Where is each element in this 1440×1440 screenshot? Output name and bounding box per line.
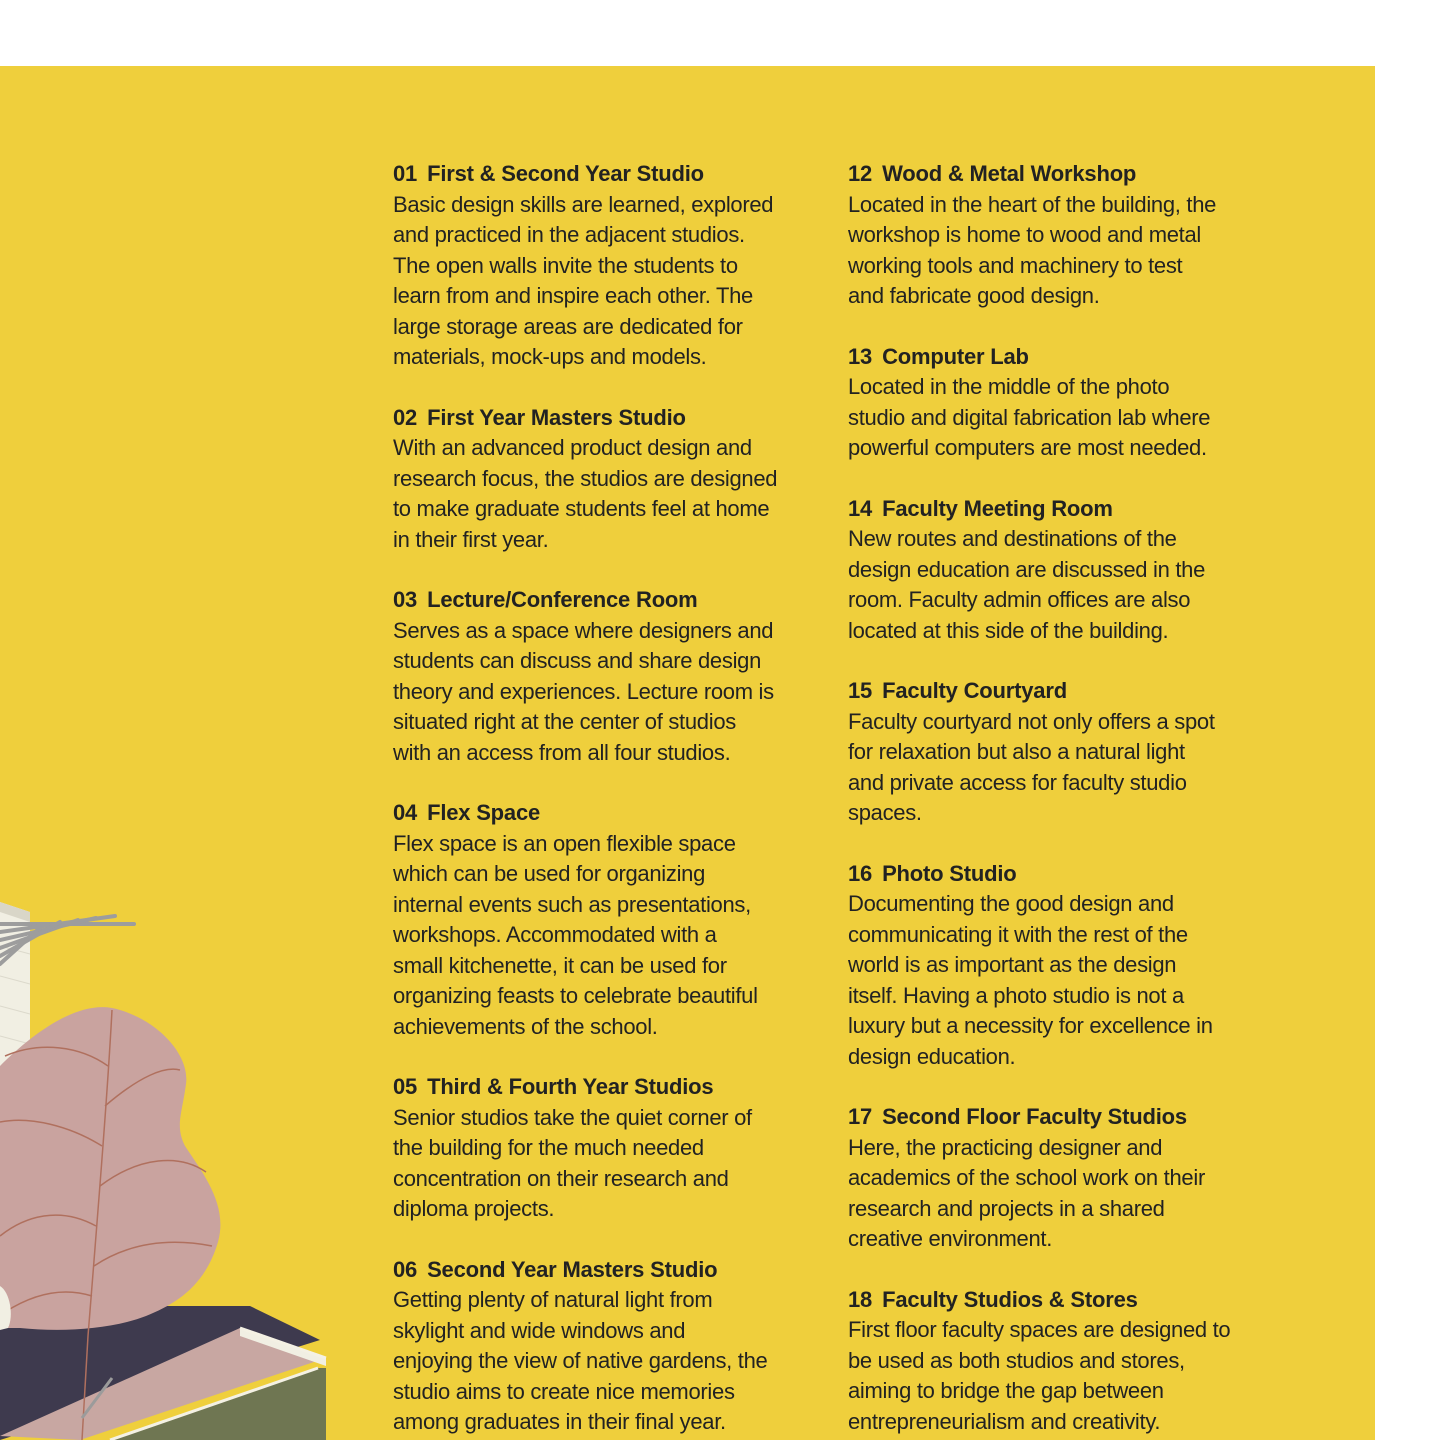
description-line: creative environment. [848, 1226, 1053, 1251]
description-line: and private access for faculty studio [848, 769, 1187, 795]
room-description [393, 1103, 833, 1225]
room-description [393, 433, 833, 555]
room-entry [393, 585, 833, 768]
room-entry [848, 859, 1288, 1073]
description-line: Faculty courtyard not only offers a spot [848, 708, 1215, 734]
room-number: 18 [848, 1286, 873, 1312]
description-line: First floor faculty spaces are designed to [848, 1317, 1231, 1342]
room-entry [848, 1102, 1288, 1255]
room-title: Faculty Meeting Room [882, 495, 1113, 521]
description-line: Located in the heart of the building, the [848, 191, 1217, 217]
room-entry [393, 159, 833, 373]
description-line: studio aims to create nice memories [393, 1378, 735, 1404]
room-number: 12 [848, 161, 873, 186]
room-description [848, 190, 1288, 312]
description-line: the building for the much needed [393, 1135, 704, 1160]
description-line: Senior studios take the quiet corner of [393, 1104, 752, 1130]
description-line: research focus, the studios are designed [393, 465, 778, 491]
room-heading [393, 1072, 833, 1103]
description-line: research and projects in a shared [848, 1195, 1165, 1221]
room-number: 01 [393, 161, 418, 186]
description-line: luxury but a necessity for excellence in [848, 1013, 1213, 1038]
room-title: Third & Fourth Year Studios [427, 1074, 714, 1099]
description-line: workshop is home to wood and metal [848, 222, 1201, 247]
room-heading [848, 1285, 1288, 1316]
room-title: Faculty Courtyard [882, 678, 1067, 703]
room-entry [393, 1255, 833, 1438]
room-number: 04 [393, 800, 418, 825]
room-entry [848, 159, 1288, 312]
description-line: Documenting the good design and [848, 891, 1174, 916]
room-number: 06 [393, 1256, 418, 1282]
description-line: world is as important as the design [848, 952, 1177, 977]
room-entry [848, 1285, 1288, 1438]
room-entry [848, 342, 1288, 464]
room-title: Wood & Metal Workshop [882, 161, 1137, 186]
room-title: Lecture/Conference Room [427, 587, 698, 612]
description-line: skylight and wide windows and [393, 1317, 686, 1343]
description-line: with an access from all four studios. [393, 739, 731, 765]
description-line: enjoying the view of native gardens, the [393, 1348, 768, 1373]
description-line: communicating it with the rest of the [848, 921, 1188, 947]
room-description [393, 190, 833, 373]
description-line: among graduates in their final year. [393, 1409, 726, 1434]
description-line: organizing feasts to celebrate beautiful [393, 983, 758, 1008]
room-number: 02 [393, 404, 418, 430]
room-heading [848, 859, 1288, 890]
description-line: Basic design skills are learned, explored [393, 191, 774, 217]
description-line: working tools and machinery to test [848, 252, 1183, 278]
description-line: and fabricate good design. [848, 283, 1100, 308]
room-heading [848, 342, 1288, 373]
description-line: Here, the practicing designer and [848, 1134, 1163, 1160]
description-line: learn from and inspire each other. The [393, 283, 753, 308]
room-number: 16 [848, 860, 873, 886]
description-line: in their first year. [393, 526, 549, 552]
room-heading [393, 403, 833, 434]
room-description [848, 889, 1288, 1072]
description-line: be used as both studios and stores, [848, 1347, 1185, 1373]
room-heading [848, 494, 1288, 525]
room-heading [848, 159, 1288, 190]
left-column [393, 159, 833, 1440]
room-number: 05 [393, 1074, 418, 1099]
room-title: First Year Masters Studio [427, 404, 686, 430]
room-description [848, 707, 1288, 829]
room-description [393, 1285, 833, 1438]
description-line: diploma projects. [393, 1196, 555, 1221]
description-line: Serves as a space where designers and [393, 617, 774, 643]
description-line: The open walls invite the students to [393, 252, 738, 278]
room-heading [393, 159, 833, 190]
description-line: internal events such as presentations, [393, 891, 751, 917]
description-line: which can be used for organizing [393, 861, 706, 886]
room-heading [848, 1102, 1288, 1133]
description-line: concentration on their research and [393, 1165, 729, 1191]
description-line: students can discuss and share design [393, 648, 762, 673]
description-line: spaces. [848, 800, 922, 825]
description-line: Located in the middle of the photo [848, 374, 1170, 399]
room-title: Flex Space [427, 800, 541, 825]
room-title: Computer Lab [882, 343, 1029, 369]
room-title: Photo Studio [882, 860, 1017, 886]
room-description [848, 372, 1288, 464]
description-line: located at this side of the building. [848, 617, 1169, 643]
room-number: 17 [848, 1104, 873, 1129]
room-number: 14 [848, 495, 873, 521]
description-line: New routes and destinations of the [848, 526, 1177, 551]
room-heading [848, 676, 1288, 707]
room-description [848, 1315, 1288, 1437]
description-line: and practiced in the adjacent studios. [393, 222, 745, 247]
description-line: academics of the school work on their [848, 1165, 1205, 1190]
room-description [848, 524, 1288, 646]
room-entry [848, 676, 1288, 829]
description-line: With an advanced product design and [393, 435, 752, 460]
description-line: Getting plenty of natural light from [393, 1287, 713, 1312]
room-heading [393, 585, 833, 616]
description-line: entrepreneurialism and creativity. [848, 1408, 1161, 1434]
description-line: materials, mock-ups and models. [393, 344, 707, 369]
description-line: for relaxation but also a natural light [848, 739, 1185, 764]
room-title: Second Year Masters Studio [427, 1256, 718, 1282]
room-entry [848, 494, 1288, 647]
description-line: powerful computers are most needed. [848, 435, 1207, 460]
room-description [393, 829, 833, 1043]
description-line: design education. [848, 1043, 1016, 1069]
description-line: Flex space is an open flexible space [393, 830, 736, 856]
room-number: 03 [393, 587, 418, 612]
description-line: achievements of the school. [393, 1013, 658, 1039]
room-heading [393, 1255, 833, 1286]
description-line: room. Faculty admin offices are also [848, 587, 1191, 612]
description-line: small kitchenette, it can be used for [393, 952, 727, 978]
room-entry [393, 798, 833, 1042]
description-line: large storage areas are dedicated for [393, 313, 743, 339]
description-line: theory and experiences. Lecture room is [393, 678, 774, 704]
description-line: design education are discussed in the [848, 556, 1206, 582]
room-heading [393, 798, 833, 829]
room-description [848, 1133, 1288, 1255]
room-title: First & Second Year Studio [427, 161, 704, 186]
room-entry [393, 1072, 833, 1225]
description-line: aiming to bridge the gap between [848, 1378, 1164, 1403]
room-entry [393, 403, 833, 556]
right-column [848, 159, 1288, 1440]
description-line: workshops. Accommodated with a [393, 922, 717, 947]
description-line: studio and digital fabrication lab where [848, 404, 1211, 430]
room-number: 13 [848, 343, 873, 369]
description-line: situated right at the center of studios [393, 709, 736, 734]
room-number: 15 [848, 678, 873, 703]
room-title: Second Floor Faculty Studios [882, 1104, 1187, 1129]
description-line: itself. Having a photo studio is not a [848, 982, 1184, 1008]
description-line: to make graduate students feel at home [393, 496, 770, 521]
room-title: Faculty Studios & Stores [882, 1286, 1138, 1312]
room-description [393, 616, 833, 769]
poster-panel [0, 66, 1375, 1440]
